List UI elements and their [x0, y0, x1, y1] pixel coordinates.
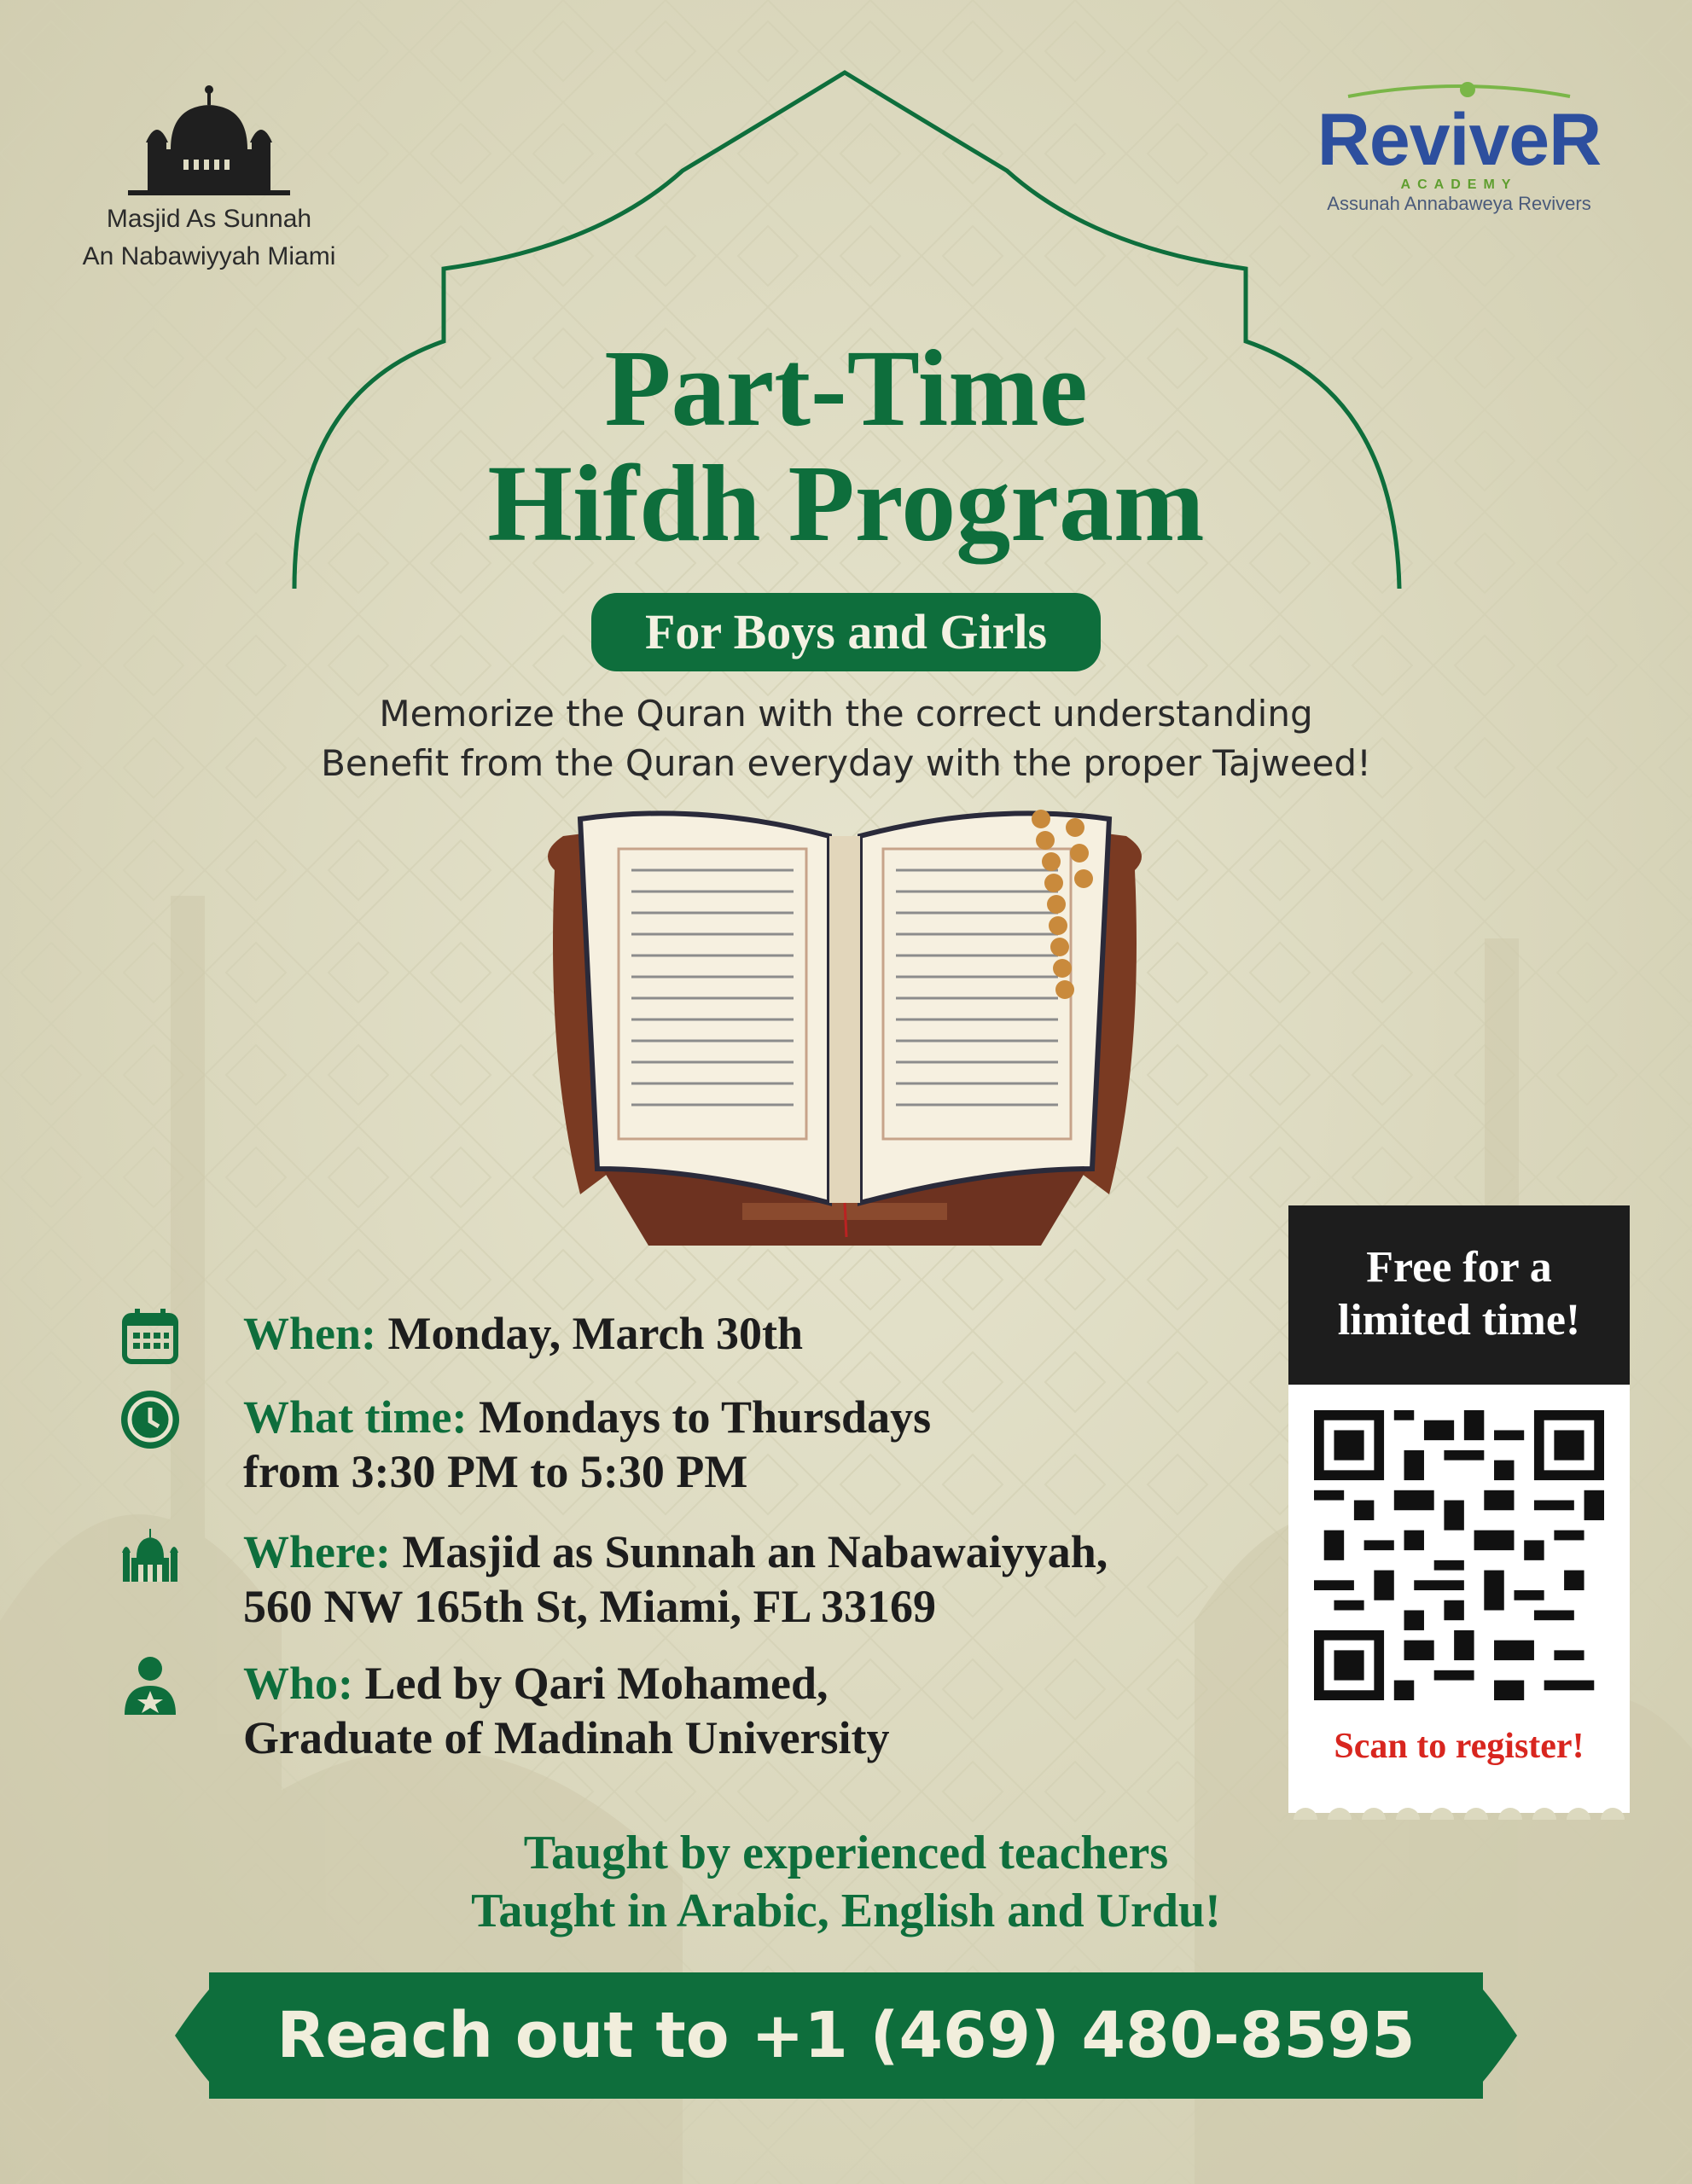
- audience-badge: For Boys and Girls: [591, 593, 1101, 671]
- who-value-2: Graduate of Madinah University: [243, 1712, 890, 1763]
- contact-phone: Reach out to +1 (469) 480-8595: [276, 1999, 1416, 2072]
- time-value: Mondays to Thursdays: [478, 1391, 932, 1443]
- when-value: Monday, March 30th: [387, 1308, 804, 1359]
- ticket-line2: limited time!: [1337, 1296, 1581, 1345]
- reviver-tagline: Assunah Annabaweya Revivers: [1327, 193, 1591, 214]
- title-line2: Hifdh Program: [487, 443, 1205, 564]
- quran-illustration: [529, 802, 1160, 1263]
- taught-line2: Taught in Arabic, English and Urdu!: [471, 1885, 1221, 1937]
- who-label: Who:: [243, 1658, 354, 1709]
- when-label: When:: [243, 1308, 377, 1359]
- contact-banner[interactable]: [175, 1972, 1517, 2099]
- ticket-header: [1288, 1205, 1630, 1385]
- ticket-body: [1288, 1385, 1630, 1813]
- title-line1: Part-Time: [604, 328, 1088, 449]
- where-value: Masjid as Sunnah an Nabawaiyyah,: [402, 1526, 1108, 1577]
- where-label: Where:: [243, 1526, 391, 1577]
- mosque-icon: [119, 1524, 181, 1585]
- ticket-line1: Free for a: [1366, 1243, 1552, 1292]
- masjid-name-line1: Masjid As Sunnah: [106, 205, 312, 233]
- qr-code[interactable]: [1314, 1410, 1604, 1700]
- register-ticket: [1288, 1205, 1630, 1813]
- calendar-icon: [119, 1305, 181, 1367]
- reviver-academy: ACADEMY: [1400, 177, 1518, 192]
- scan-to-register: Scan to register!: [1334, 1727, 1584, 1766]
- person-star-icon: [119, 1655, 181, 1716]
- taught-line1: Taught by experienced teachers: [523, 1827, 1169, 1879]
- reviver-wordmark: ReviveR: [1317, 99, 1602, 181]
- time-value-2: from 3:30 PM to 5:30 PM: [243, 1446, 748, 1497]
- time-label: What time:: [243, 1391, 468, 1443]
- masjid-name-line2: An Nabawiyyah Miami: [82, 242, 336, 270]
- reviver-logo: [1305, 81, 1613, 216]
- ticket-scallop-edge: [1288, 1803, 1630, 1820]
- tagline-2: Benefit from the Quran everyday with the proper Tajweed!: [321, 742, 1371, 784]
- mosque-icon: [124, 81, 294, 200]
- clock-icon: [119, 1389, 181, 1450]
- who-value: Led by Qari Mohamed,: [364, 1658, 829, 1709]
- where-value-2: 560 NW 165th St, Miami, FL 33169: [243, 1581, 937, 1632]
- tagline-1: Memorize the Quran with the correct understanding: [379, 693, 1313, 735]
- masjid-logo: [68, 81, 350, 276]
